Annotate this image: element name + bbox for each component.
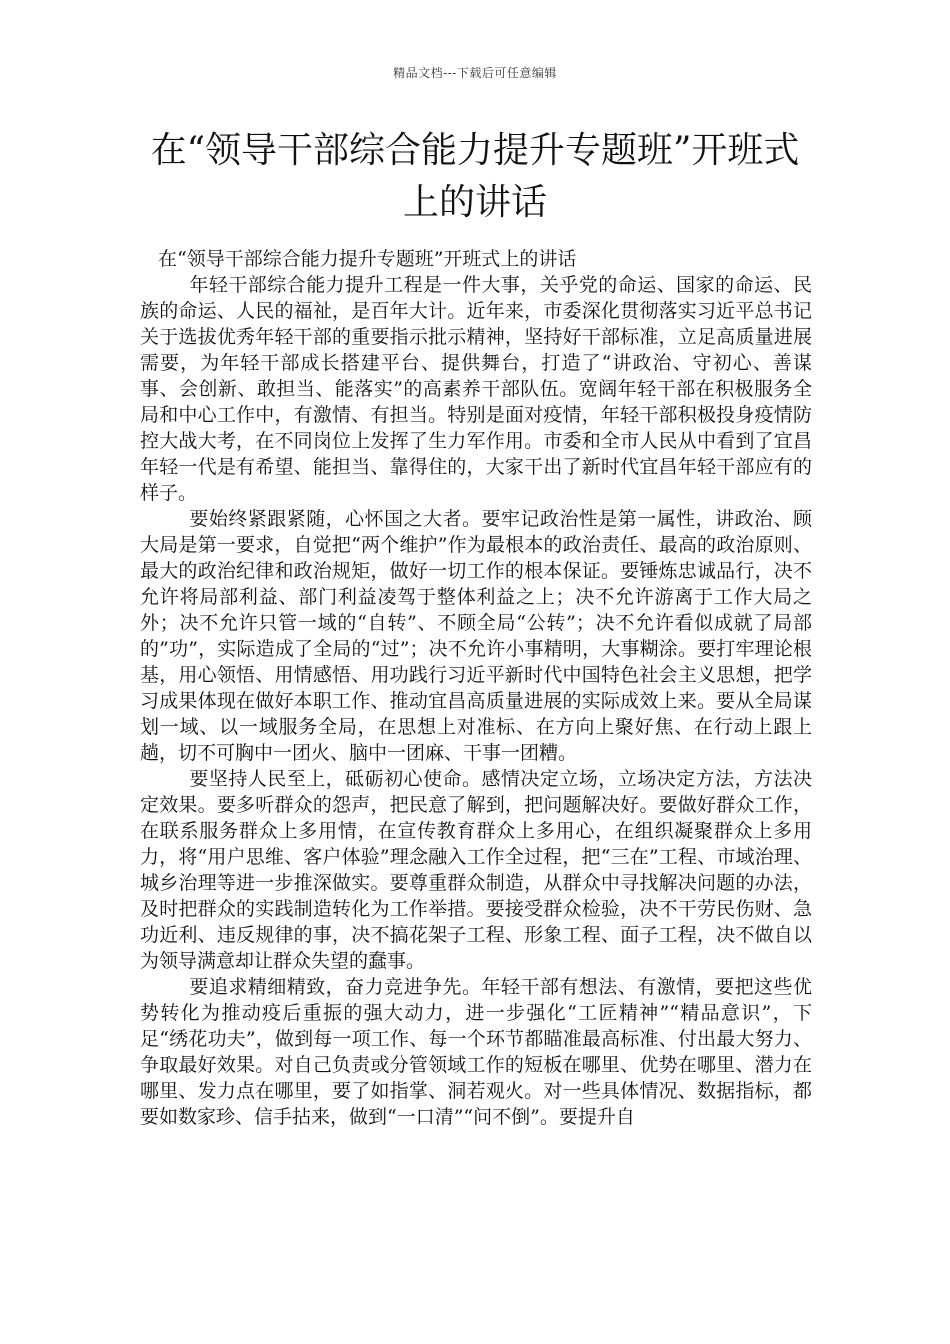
body-subtitle: 在“领导干部综合能力提升专题班”开班式上的讲话: [158, 248, 577, 270]
header-note: 精品文档---下载后可任意编辑: [393, 66, 557, 80]
paragraph: 年轻干部综合能力提升工程是一件大事，关乎党的命运、国家的命运、民族的命运、人民的福祉，是百年大计。近年来，市委深化贯彻落实习近平总书记关于选拔优秀年轻干部的重要指示批示精神，坚持好干部标准，立足高质量进展需要，为年轻干部成长搭建平台、提供舞台，打造了“讲政治、守初心、善谋事、会创新、敢担当、能落实”的高素养干部队伍。宽阔年轻干部在积极服务全局和中心工作中，有激情、有担当。特别是面对疫情，年轻干部积极投身疫情防控大战大考，在不同岗位上发挥了生力军作用。市委和全市人民从中看到了宜昌年轻一代是有希望、能担当、靠得住的，大家干出了新时代宜昌年轻干部应有的样子。: [140, 274, 812, 504]
paragraph: 要始终紧跟紧随，心怀国之大者。要牢记政治性是第一属性，讲政治、顾大局是第一要求，自觉把“两个维护”作为最根本的政治责任、最高的政治原则、最大的政治纪律和政治规矩，做好一切工作的根本保证。要锤炼忠诚品行，决不允许将局部利益、部门利益凌驾于整体利益之上；决不允许游离于工作大局之外；决不允许只管一域的“自转”、不顾全局“公转”；决不允许看似成就了局部的”功”，实际造成了全局的“过”；决不允许小事精明，大事糊涂。要打牢理论根基，用心领悟、用情感悟、用功践行习近平新时代中国特色社会主义思想，把学习成果体现在做好本职工作、推动宜昌高质量进展的实际成效上来。要从全局谋划一域、以一域服务全局，在思想上对准标、在方向上聚好焦、在行动上跟上趟，切不可胸中一团火、脑中一团麻、干事一团糟。: [140, 508, 812, 764]
paragraph: 要追求精细精致，奋力竞进争先。年轻干部有想法、有激情，要把这些优势转化为推动疫后重振的强大动力，进一步强化“工匠精神”“精品意识”，下足“绣花功夫”，做到每一项工作、每一个环节都瞄准最高标准、付出最大努力、争取最好效果。对自己负责或分管领域工作的短板在哪里、优势在哪里、潜力在哪里、发力点在哪里，要了如指掌、洞若观火。对一些具体情况、数据指标，都要如数家珍、信手拈来，做到“一口清”“问不倒”。要提升自: [140, 976, 812, 1128]
document-title: 在“领导干部综合能力提升专题班”开班式上的讲话: [150, 130, 800, 223]
document-body: [140, 246, 812, 1130]
paragraph: 要坚持人民至上，砥砺初心使命。感情决定立场，立场决定方法，方法决定效果。要多听群众的怨声，把民意了解到，把问题解决好。要做好群众工作，在联系服务群众上多用情，在宣传教育群众上多用心，在组织凝聚群众上多用力，将“用户思维、客户体验”理念融入工作全过程，把“三在”工程、市域治理、城乡治理等进一步推深做实。要尊重群众制造，从群众中寻找解决问题的办法，及时把群众的实践制造转化为工作举措。要接受群众检验，决不干劳民伤财、急功近利、违反规律的事，决不搞花架子工程、形象工程、面子工程，决不做自以为领导满意却让群众失望的蠢事。: [140, 768, 812, 972]
